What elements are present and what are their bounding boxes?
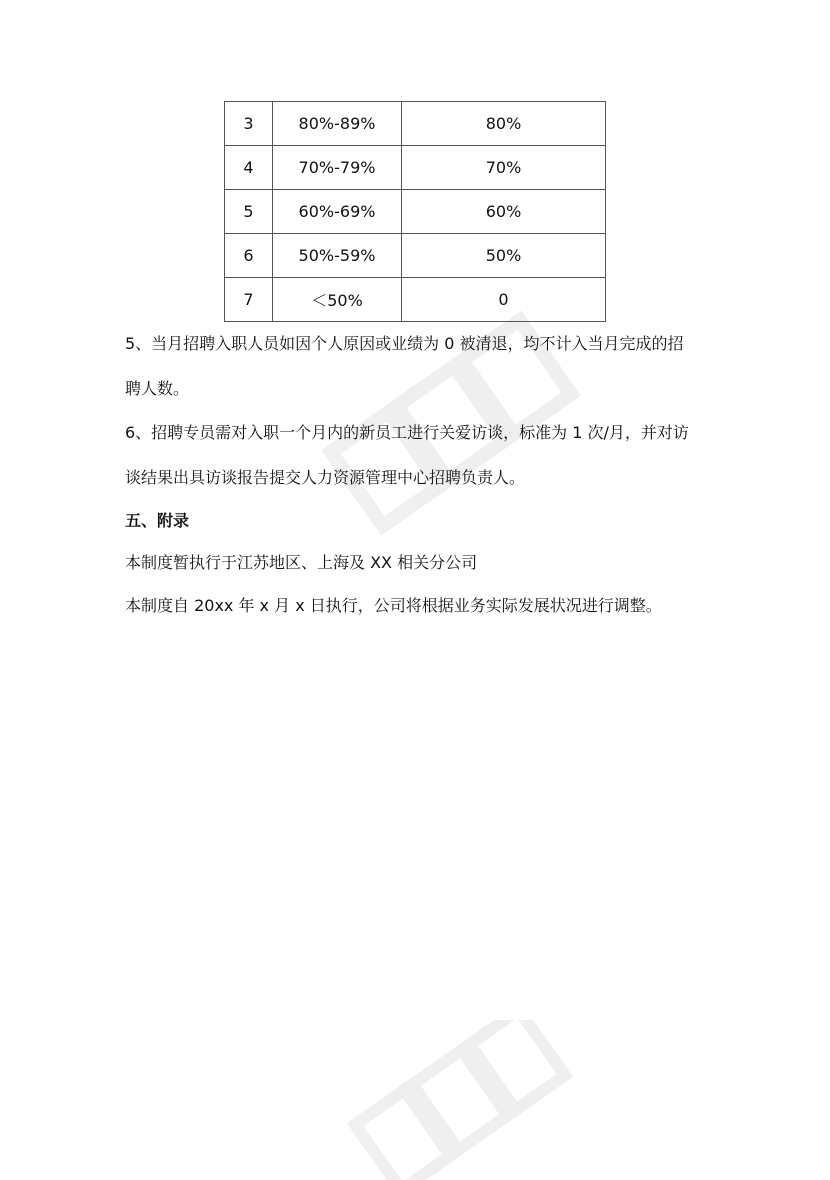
item5-line1: 5、当月招聘入职人员如因个人原因或业绩为 0 被清退，均不计入当月完成的招: [125, 334, 684, 353]
row-index-cell: 6: [225, 234, 273, 278]
value-cell: 80%: [402, 102, 606, 146]
item6-line1: 6、招聘专员需对入职一个月内的新员工进行关爱访谈，标准为 1 次/月，并对访: [125, 423, 689, 442]
range-cell: ＜50%: [273, 278, 402, 322]
row-index-cell: 4: [225, 146, 273, 190]
table-row: [225, 234, 606, 278]
value-cell: 70%: [402, 146, 606, 190]
section-heading-appendix: 五、附录: [125, 511, 190, 530]
value-cell: 0: [402, 278, 606, 322]
row-index-cell: 5: [225, 190, 273, 234]
range-cell: 70%-79%: [273, 146, 402, 190]
range-cell: 80%-89%: [273, 102, 402, 146]
table-row: [225, 102, 606, 146]
item5-line2: 聘人数。: [125, 379, 190, 398]
value-cell: 60%: [402, 190, 606, 234]
range-cell: 60%-69%: [273, 190, 402, 234]
item6-line2: 谈结果出具访谈报告提交人力资源管理中心招聘负责人。: [125, 468, 526, 487]
appendix-line2: 本制度自 20xx 年 x 月 x 日执行，公司将根据业务实际发展状况进行调整。: [125, 596, 662, 615]
value-cell: 50%: [402, 234, 606, 278]
table-row: [225, 278, 606, 322]
row-index-cell: 7: [225, 278, 273, 322]
table-row: [225, 190, 606, 234]
watermark-stamp-bottom: [330, 1020, 590, 1180]
row-index-cell: 3: [225, 102, 273, 146]
range-cell: 50%-59%: [273, 234, 402, 278]
rate-table: [224, 101, 606, 322]
table-row: [225, 146, 606, 190]
appendix-line1: 本制度暂执行于江苏地区、上海及 XX 相关分公司: [125, 553, 478, 572]
